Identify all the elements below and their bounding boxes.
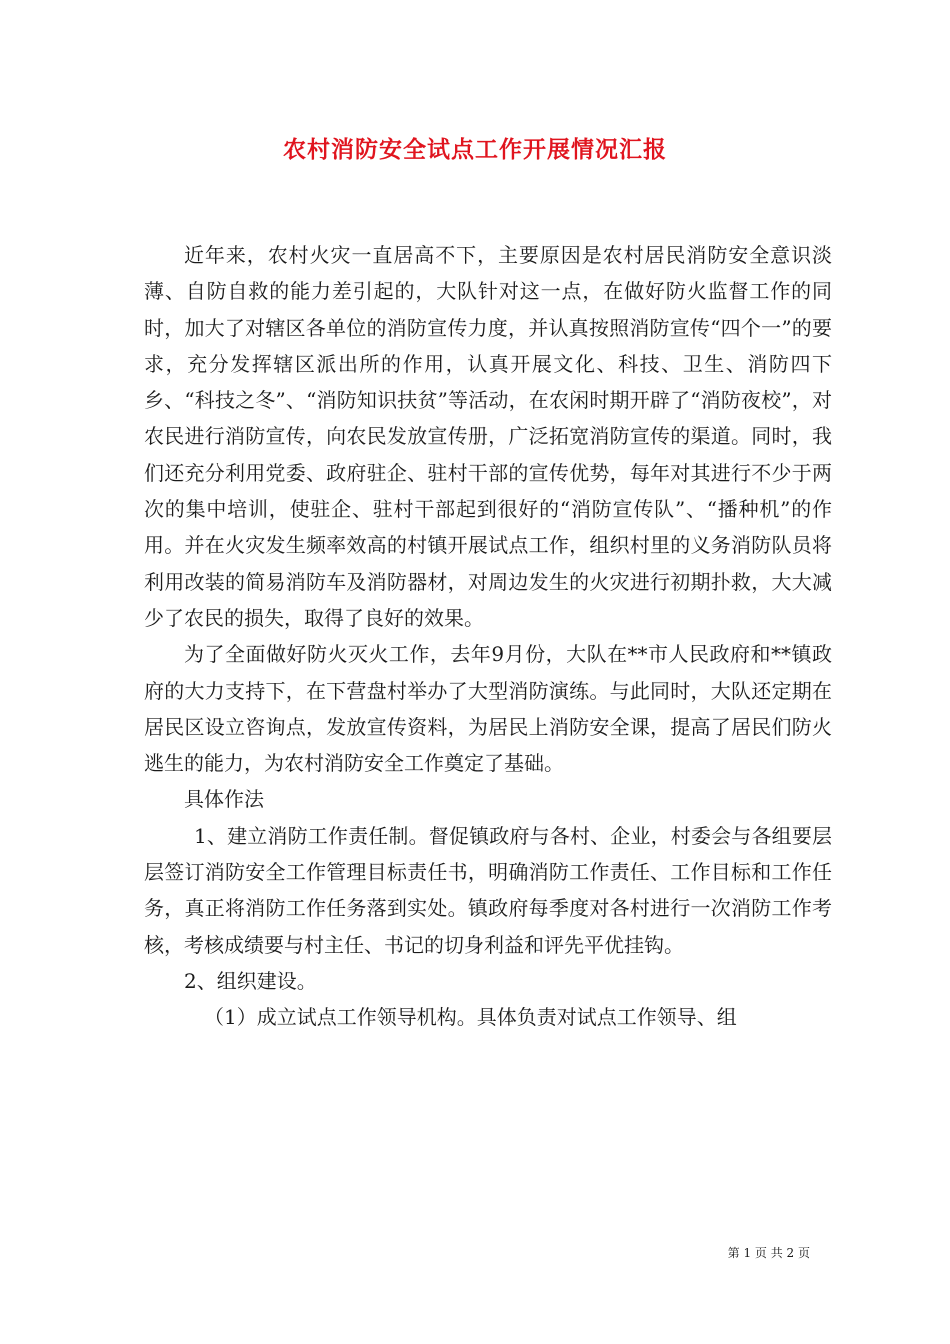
page-number-footer: 第 1 页 共 2 页 [727,1246,810,1260]
paragraph-subitem-1: （1）成立试点工作领导机构。具体负责对试点工作领导、组 [204,1005,737,1030]
section-heading-methods: 具体作法 [184,787,264,812]
paragraph-item-1: 1、建立消防工作责任制。督促镇政府与各村、企业，村委会与各组要层层签订消防安全工作管理目标责任书，明确消防工作责任、工作目标和工作任务，真正将消防工作任务落到实处。镇政府每季度对各村进行一次消防工作考核，考核成绩要与村主任、书记的切身利益和评先平优挂钩。 [144,823,832,957]
paragraph-intro: 近年来，农村火灾一直居高不下，主要原因是农村居民消防安全意识淡薄、自防自救的能力差引起的，大队针对这一点，在做好防火监督工作的同时，加大了对辖区各单位的消防宣传力度，并认真按照消防宣传“四个一”的要求，充分发挥辖区派出所的作用，认真开展文化、科技、卫生、消防四下乡、“科技之冬”、“消防知识扶贫”等活动，在农闲时期开辟了“消防夜校”，对农民进行消防宣传，向农民发放宣传册，广泛拓宽消防宣传的渠道。同时，我们还充分利用党委、政府驻企、驻村干部的宣传优势，每年对其进行不少于两次的集中培训，使驻企、驻村干部起到很好的“消防宣传队”、“播种机”的作用。并在火灾发生频率效高的村镇开展试点工作，组织村里的义务消防队员将利用改装的简易消防车及消防器材，对周边发生的火灾进行初期扑救，大大减少了农民的损失，取得了良好的效果。 [144,243,832,630]
document-body [144,237,832,1036]
paragraph-item-2: 2、组织建设。 [184,968,317,993]
paragraph-drill: 为了全面做好防火灭火工作，去年9月份，大队在**市人民政府和**镇政府的大力支持下，在下营盘村举办了大型消防演练。与此同时，大队还定期在居民区设立咨询点，发放宣传资料，为居民上消防安全课，提高了居民们防火逃生的能力，为农村消防安全工作奠定了基础。 [144,642,832,776]
document-title: 农村消防安全试点工作开展情况汇报 [283,136,667,163]
